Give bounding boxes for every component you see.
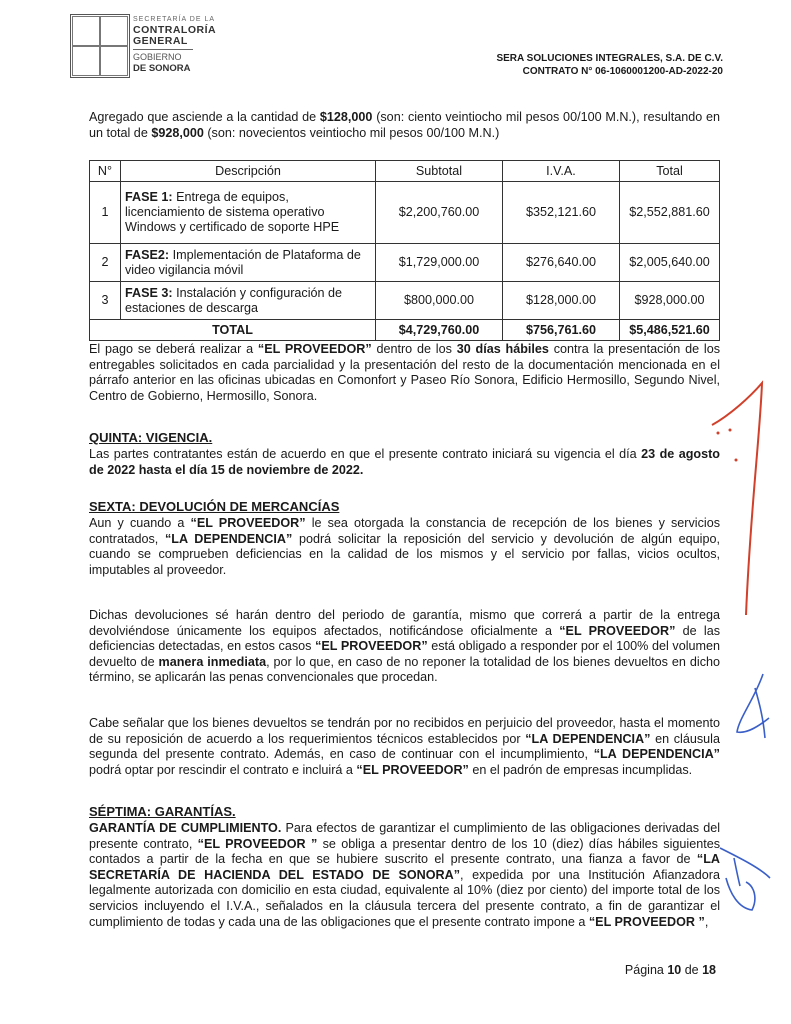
row-total: $928,000.00 bbox=[620, 282, 720, 320]
sexta-paragraph-1 bbox=[89, 516, 720, 578]
phases-table bbox=[89, 160, 720, 341]
logo-divider bbox=[133, 49, 193, 50]
text-bold: “LA SECRETARÍA DE HACIENDA DEL ESTADO DE SONORA” bbox=[89, 852, 720, 882]
text-bold: “LA DEPENDENCIA” bbox=[525, 731, 651, 746]
section-title-sexta: SEXTA: DEVOLUCIÓN DE MERCANCÍAS bbox=[89, 499, 340, 514]
text-bold: “EL PROVEEDOR” bbox=[315, 639, 428, 654]
text-span: contra la presentación de los entregables solicitados en cada parcialidad y la presentación del resto de la documentación mencionada en el párrafo anterior en las oficinas ubicadas en Comonfort y Paseo Río Sonora, Edificio Hermosillo, Segundo Nivel, Centro de Gobierno, Hermosillo, Sonora. bbox=[89, 342, 721, 403]
text-span: , por lo que, en caso de no reponer la totalidad de los bienes devueltos en dicho término, se aplicarán las penas convencionales que procedan. bbox=[89, 654, 720, 685]
text-span: le sea otorgada la constancia de recepción de los bienes y servicios contratados, bbox=[89, 516, 720, 546]
text-bold: “EL PROVEEDOR” bbox=[356, 762, 469, 777]
text-bold: 23 de agosto de 2022 hasta el día 15 de noviembre de 2022. bbox=[89, 447, 721, 477]
section-title-quinta: QUINTA: VIGENCIA. bbox=[89, 430, 213, 445]
row-subtotal: $2,200,760.00 bbox=[376, 182, 503, 244]
text-span: está obligado a responder por el 100% del volumen devuelto de bbox=[89, 639, 721, 669]
sexta-paragraph-2 bbox=[89, 608, 720, 686]
seal-quadrant bbox=[72, 46, 100, 76]
row-total: $2,552,881.60 bbox=[620, 182, 720, 244]
row-iva: $352,121.60 bbox=[503, 182, 620, 244]
text-span: Cabe señalar que los bienes devueltos se tendrán por no recibidos en perjuicio del proveedor, hasta el momento de su reposición de acuerdo a los requerimientos técnicos establecidos por bbox=[89, 716, 720, 746]
text-bold: 30 días hábiles bbox=[456, 342, 549, 356]
contract-number: CONTRATO N° 06-1060001200-AD-2022-20 bbox=[522, 66, 723, 77]
total-pages: 18 bbox=[702, 963, 716, 977]
text-span: podrá optar por rescindir el contrato e incluirá a bbox=[89, 762, 357, 777]
blue-initials-signature bbox=[725, 668, 785, 748]
seal-quadrant bbox=[100, 46, 128, 76]
sexta-paragraph-3 bbox=[89, 716, 720, 778]
header-total: Total bbox=[620, 161, 720, 182]
text-span: en el padrón de empresas incumplidas. bbox=[468, 762, 693, 777]
text-bold: “LA DEPENDENCIA” bbox=[593, 747, 720, 762]
text-span: de las deficiencias detectadas, en estos casos bbox=[89, 623, 720, 654]
septima-paragraph bbox=[89, 821, 720, 930]
pago-paragraph bbox=[89, 342, 720, 404]
header-descripcion: Descripción bbox=[121, 161, 376, 182]
logo-gobierno: GOBIERNO bbox=[133, 52, 182, 62]
table-total-row bbox=[90, 320, 720, 341]
text-bold: “LA DEPENDENCIA” bbox=[165, 531, 293, 546]
seal-quadrant bbox=[72, 16, 100, 46]
table-row bbox=[90, 182, 720, 244]
phase-label: FASE 1: bbox=[125, 190, 173, 204]
row-total: $2,005,640.00 bbox=[620, 244, 720, 282]
total-subtotal: $4,729,760.00 bbox=[376, 320, 503, 341]
text-span: dentro de los bbox=[371, 342, 457, 356]
logo-de-sonora: DE SONORA bbox=[133, 63, 191, 74]
page-number bbox=[625, 963, 716, 977]
total-total: $5,486,521.60 bbox=[620, 320, 720, 341]
text-span: Agregado que asciende a la cantidad de bbox=[89, 110, 320, 124]
row-iva: $128,000.00 bbox=[503, 282, 620, 320]
text-span: Para efectos de garantizar el cumplimiento de las obligaciones derivadas del presente contrato, bbox=[89, 821, 720, 851]
logo-contraloria: CONTRALORÍA bbox=[133, 24, 217, 36]
text-bold: “EL PROVEEDOR ” bbox=[197, 836, 318, 851]
text-span: Las partes contratantes están de acuerdo en que el presente contrato iniciará su vigencia el día bbox=[89, 447, 642, 461]
current-page: 10 bbox=[667, 963, 682, 977]
text-bold: “EL PROVEEDOR” bbox=[257, 342, 372, 356]
text-span: podrá solicitar la reposición del servicio y devolución de algún equipo, cuando se comprueben deficiencias en la calidad de los mismos y el servicio por fallas, vicios ocultos, imputables al proveedor. bbox=[89, 531, 720, 577]
amount-128000: $128,000 bbox=[319, 110, 373, 124]
text-span: , expedida por una Institución Afianzadora legalmente autorizada con domicilio en esta ciudad, equivalente al 10% (diez por ciento) del importe total de los servicios incluyendo el I.V.A., señalados en la cláusula tercera del presente contrato, a fin de garantizar el cumplimiento de todas y cada una de las obligaciones que el presente contrato impone a bbox=[89, 867, 720, 929]
text-span: El pago se deberá realizar a bbox=[89, 342, 258, 356]
logo-secretaria: SECRETARÍA DE LA bbox=[133, 16, 216, 23]
page-label: Página bbox=[624, 963, 668, 977]
phase-desc: Instalación y configuración de estaciones de descarga bbox=[125, 285, 343, 315]
phase-desc: Implementación de Plataforma de video vigilancia móvil bbox=[125, 247, 361, 277]
section-title-septima: SÉPTIMA: GARANTÍAS. bbox=[89, 804, 236, 819]
phase-desc: Entrega de equipos, licenciamiento de sistema operativo Windows y certificado de soporte HPE bbox=[125, 190, 340, 234]
text-span: Aun y cuando a bbox=[89, 516, 191, 530]
row-description bbox=[121, 282, 376, 320]
government-seal-logo bbox=[70, 14, 130, 78]
text-span: , bbox=[704, 914, 709, 929]
table-row bbox=[90, 244, 720, 282]
row-description bbox=[121, 244, 376, 282]
company-name: SERA SOLUCIONES INTEGRALES, S.A. DE C.V. bbox=[496, 53, 723, 64]
handwritten-signature-mark bbox=[690, 375, 780, 625]
text-bold: GARANTÍA DE CUMPLIMIENTO. bbox=[89, 821, 282, 835]
table-row bbox=[90, 282, 720, 320]
text-bold: “EL PROVEEDOR ” bbox=[588, 914, 705, 929]
text-span: (son: ciento veintiocho mil pesos 00/100 M.N.), resultando en un total de bbox=[89, 110, 720, 140]
text-span: en cláusula segunda del presente contrato. Además, en caso de continuar con el incumplimiento, bbox=[89, 731, 720, 762]
header-subtotal: Subtotal bbox=[376, 161, 503, 182]
text-bold: “EL PROVEEDOR” bbox=[190, 516, 306, 530]
header-num: N° bbox=[90, 161, 121, 182]
logo-general: GENERAL bbox=[133, 35, 188, 47]
row-iva: $276,640.00 bbox=[503, 244, 620, 282]
text-bold: “EL PROVEEDOR” bbox=[559, 623, 676, 638]
phase-label: FASE2: bbox=[125, 247, 170, 262]
company-header bbox=[496, 52, 723, 78]
row-num: 2 bbox=[90, 244, 121, 282]
row-description bbox=[121, 182, 376, 244]
page-of: de bbox=[681, 963, 703, 977]
text-bold: manera inmediata bbox=[158, 654, 267, 669]
row-num: 1 bbox=[90, 182, 121, 244]
text-span: Dichas devoluciones sé harán dentro del periodo de garantía, mismo que correrá a partir de la entrega devolviéndose únicamente los equipos afectados, notificándose oficialmente a bbox=[89, 608, 720, 638]
row-subtotal: $800,000.00 bbox=[376, 282, 503, 320]
blue-initials-signature bbox=[700, 838, 780, 918]
row-subtotal: $1,729,000.00 bbox=[376, 244, 503, 282]
table-header-row bbox=[90, 161, 720, 182]
contraloria-logo-text bbox=[133, 14, 216, 74]
text-span: (son: novecientos veintiocho mil pesos 00/100 M.N.) bbox=[203, 125, 500, 140]
seal-quadrant bbox=[100, 16, 128, 46]
intro-paragraph bbox=[89, 110, 720, 141]
text-span: se obliga a presentar dentro de los 10 (diez) días hábiles siguientes contados a partir de la fecha en que se hubiere suscrito el presente contrato, una fianza a favor de bbox=[89, 836, 721, 867]
total-label: TOTAL bbox=[90, 320, 376, 341]
header-iva: I.V.A. bbox=[503, 161, 620, 182]
quinta-paragraph bbox=[89, 447, 720, 478]
phase-label: FASE 3: bbox=[125, 285, 173, 300]
row-num: 3 bbox=[90, 282, 121, 320]
total-iva: $756,761.60 bbox=[503, 320, 620, 341]
amount-928000: $928,000 bbox=[151, 125, 204, 140]
